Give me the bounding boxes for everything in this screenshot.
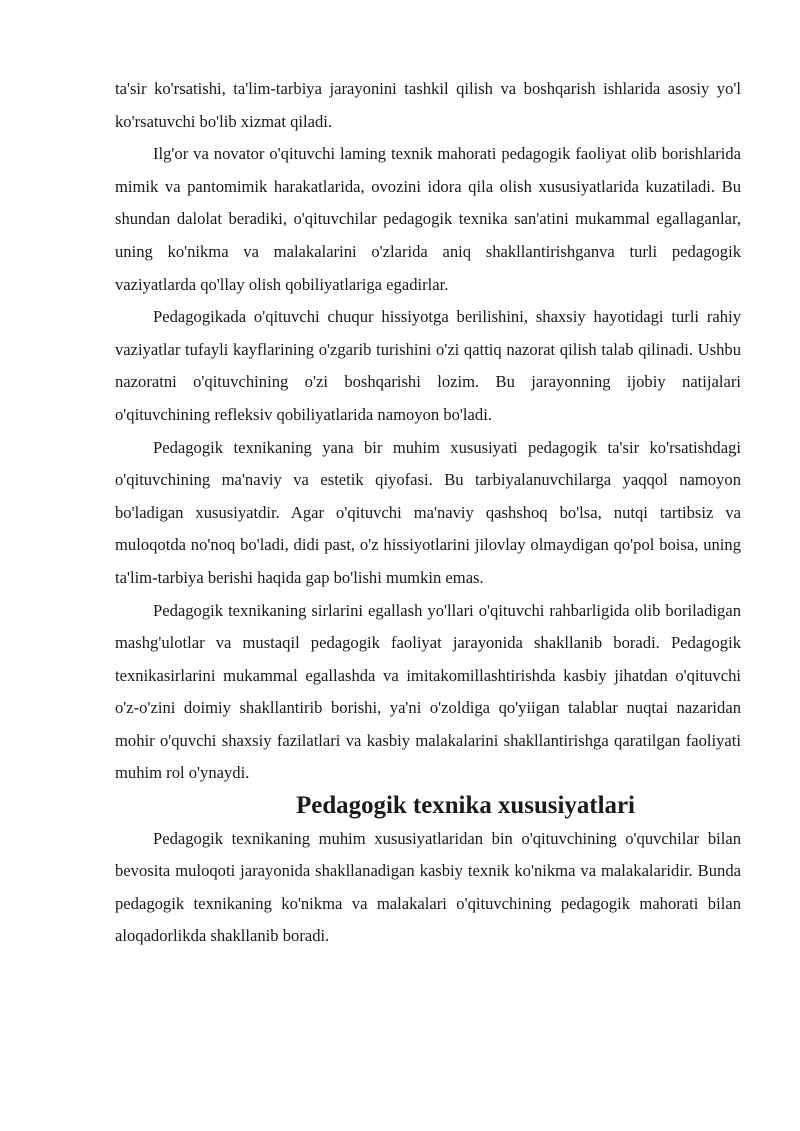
document-body (115, 73, 741, 953)
paragraph: Pedagogikada o'qituvchi chuqur hissiyotga berilishini, shaxsiy hayotidagi turli rahiy vaziyatlar tufayli kayflarining o'zgarib turishini o'zi qattiq nazorat qilish talab qilinadi. Ushbu nazoratni o'qituvchining o'zi boshqarishi lozim. Bu jarayonning ijobiy natijalari o'qituvchining refleksiv qobiliyatlarida namoyon bo'ladi. (115, 307, 741, 424)
section-heading: Pedagogik texnika xususiyatlari (296, 792, 635, 820)
paragraph: Ilg'or va novator o'qituvchi laming texnik mahorati pedagogik faoliyat olib borishlarida mimik va pantomimik harakatlarida, ovozini idora qila olish xususiyatlarida kuzatiladi. Bu shundan dalolat beradiki, o'qituvchilar pedagogik texnika san'atini mukammal egallaganlar, uning ko'nikma va malakalarini o'zlarida aniq shakllantirishganva turli pedagogik vaziyatlarda qo'llay olish qobiliyatlariga egadirlar. (115, 144, 741, 294)
paragraph-continuation: ta'sir ko'rsatishi, ta'lim-tarbiya jarayonini tashkil qilish va boshqarish ishlarida asosiy yo'l ko'rsatuvchi bo'lib xizmat qiladi. (115, 79, 741, 131)
paragraph: Pedagogik texnikaning yana bir muhim xususiyati pedagogik ta'sir ko'rsatishdagi o'qituvchining ma'naviy va estetik qiyofasi. Bu tarbiyalanuvchilarga yaqqol namoyon bo'ladigan xususiyatdir. Agar o'qituvchi ma'naviy qashshoq bo'lsa, nutqi tartibsiz va muloqotda no'noq bo'ladi, didi past, o'z hissiyotlarini jilovlay olmaydigan qo'pol boisa, uning ta'lim-tarbiya berishi haqida gap bo'lishi mumkin emas. (115, 437, 741, 587)
paragraph: Pedagogik texnikaning sirlarini egallash yo'llari o'qituvchi rahbarligida olib boriladigan mashg'ulotlar va mustaqil pedagogik faoliyat jarayonida shakllanib boradi. Pedagogik texnikasirlarini mukammal egallashda va imitakomillashtirishda kasbiy jihatdan o'qituvchi o'z-o'zini doimiy shakllantirib borishi, ya'ni o'zoldiga qo'yiigan talablar nuqtai nazaridan mohir o'quvchi shaxsiy fazilatlari va kasbiy malakalarini shakllantirishga qaratilgan faoliyati muhim rol o'ynaydi. (115, 600, 741, 783)
paragraph: Pedagogik texnikaning muhim xususiyatlaridan bin o'qituvchining o'quvchilar bilan bevosita muloqoti jarayonida shakllanadigan kasbiy texnik ko'nikma va malakalaridir. Bunda pedagogik texnikaning ko'nikma va malakalari o'qituvchining pedagogik mahorati bilan aloqadorlikda shakllanib boradi. (115, 828, 741, 946)
